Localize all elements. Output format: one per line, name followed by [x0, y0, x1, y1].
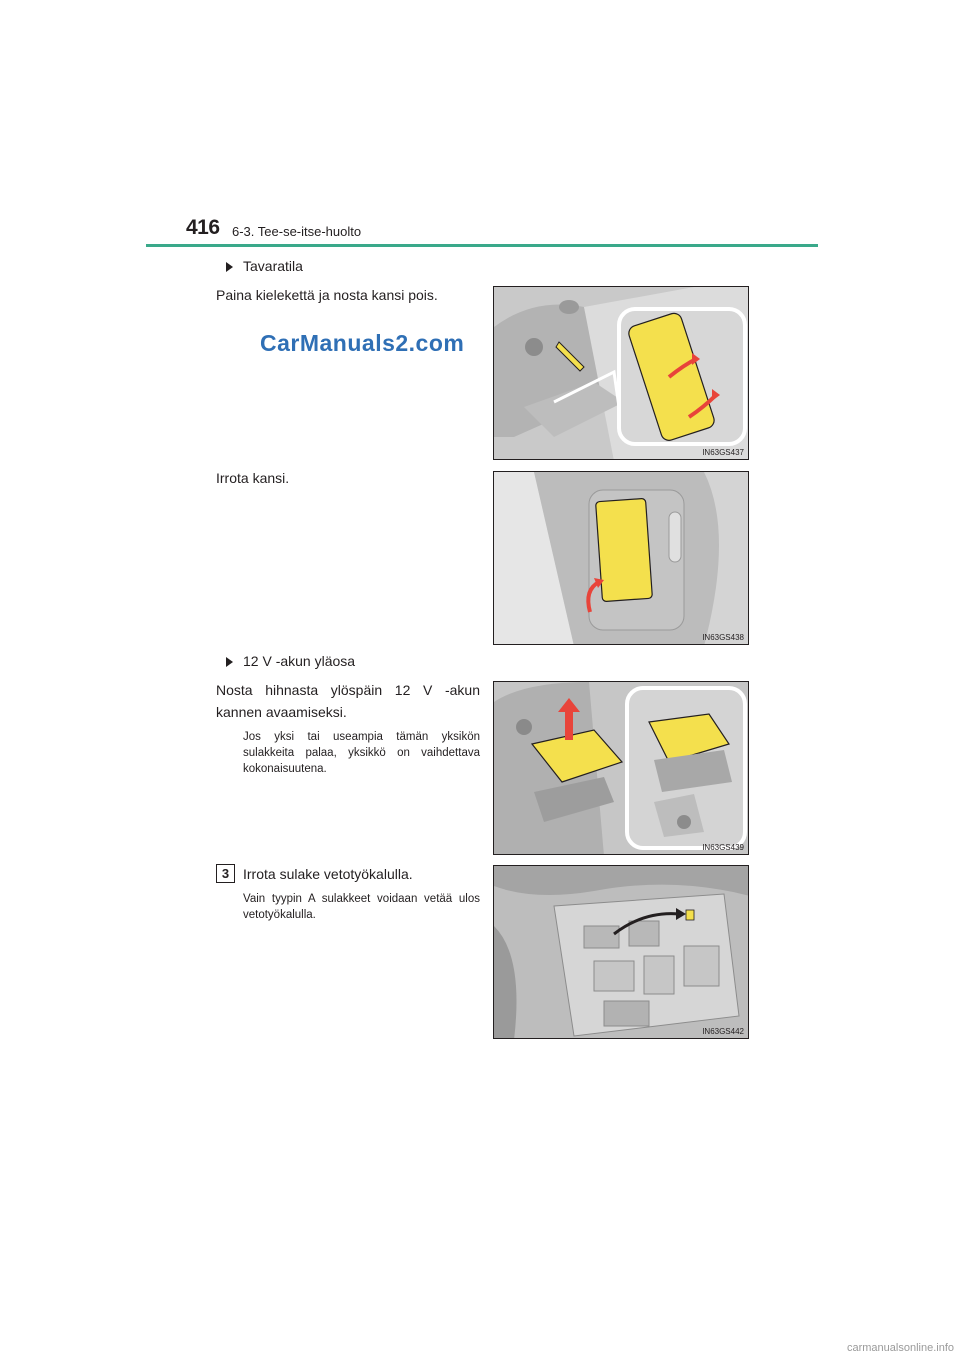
figure-cover-removal — [493, 471, 749, 645]
page-number: 416 — [186, 216, 220, 239]
step3-text: Irrota sulake vetotyökalulla. — [243, 866, 413, 882]
figure-code: IN63GS442 — [702, 1027, 744, 1036]
battery-cover-illustration — [494, 682, 749, 855]
figure-fuse-puller — [493, 865, 749, 1039]
bullet-arrow-icon — [226, 657, 233, 667]
figure-trunk-tab — [493, 286, 749, 460]
battery-heading — [226, 651, 355, 672]
figure-code: IN63GS437 — [702, 448, 744, 457]
figure-code: IN63GS438 — [702, 633, 744, 642]
bullet-arrow-icon — [226, 262, 233, 272]
cover-removal-illustration — [494, 472, 749, 645]
watermark-logo: CarManuals2.com — [260, 330, 465, 356]
watermark-footer: carmanualsonline.info — [846, 1342, 954, 1354]
battery-step1-text: Nosta hihnasta ylöspäin 12 V -akun kannen avaamiseksi. — [216, 682, 480, 720]
fuse-box-illustration — [494, 866, 749, 1039]
trunk-step2-text: Irrota kansi. — [216, 470, 290, 486]
step-number-badge: 3 — [216, 864, 235, 883]
trunk-tab-illustration — [494, 287, 749, 460]
header-divider — [146, 244, 818, 247]
trunk-step1-text: Paina kielekettä ja nosta kansi pois. — [216, 287, 438, 303]
trunk-heading-label: Tavaratila — [243, 258, 303, 274]
step3-note-text: Vain tyypin A sulakkeet voidaan vetää ulos vetotyökalulla. — [243, 893, 480, 921]
figure-code: IN63GS439 — [702, 843, 744, 852]
section-title: 6-3. Tee-se-itse-huolto — [232, 224, 362, 239]
battery-heading-label: 12 V -akun yläosa — [243, 653, 356, 669]
trunk-heading — [226, 256, 303, 277]
battery-note-text: Jos yksi tai useampia tämän yksikön sulakkeita palaa, yksikkö on vaihdettava kokonaisuutena. — [243, 731, 480, 775]
figure-battery-cover — [493, 681, 749, 855]
